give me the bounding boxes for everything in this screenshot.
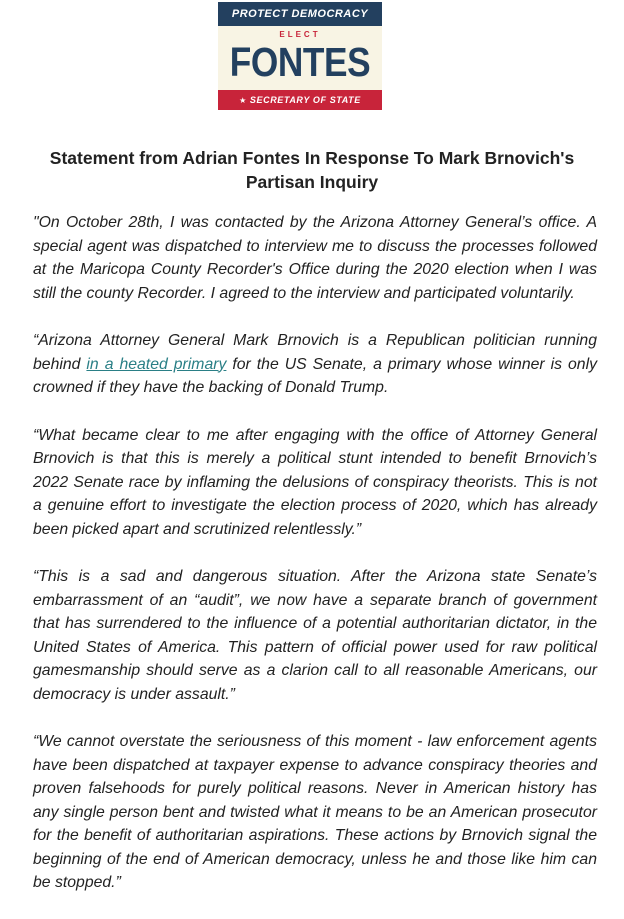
paragraph-5: “We cannot overstate the seriousness of this moment - law enforcement agents have been dispatched at taxpayer expense to advance conspiracy theories and proven falsehoods for purely political reasons. Never in American history has any single person bent and twisted what it means to be an American prosecutor for the benefit of authoritarian aspirations. These actions by Brnovich signal the beginning of the end of American democracy, unless he and those like him can be stopped.” xyxy=(33,733,597,891)
heated-primary-link[interactable]: in a heated primary xyxy=(86,355,227,373)
paragraph-3: “What became clear to me after engaging with the office of Attorney General Brnovich is that this is merely a political stunt intended to benefit Brnovich’s 2022 Senate race by inflaming the delusions of conspiracy theorists. This is not a genuine effort to investigate the election process of 2020, which has already been picked apart and scrutinized relentlessly.” xyxy=(33,426,597,538)
statement-heading xyxy=(20,146,604,194)
statement-body xyxy=(33,211,597,919)
heading-line-1: Statement from Adrian Fontes In Response To Mark Brnovich's xyxy=(49,148,575,168)
heading-line-2: Partisan Inquiry xyxy=(245,172,379,192)
logo-candidate-name: FONTES xyxy=(229,39,371,85)
star-icon: ★ xyxy=(239,96,247,105)
campaign-logo xyxy=(218,2,382,110)
paragraph-1: "On October 28th, I was contacted by the Arizona Attorney General’s office. A special agent was dispatched to interview me to discuss the processes followed at the Maricopa County Recorder's Office during the 2020 election when I was still the county Recorder. I agreed to the interview and participated voluntarily. xyxy=(33,214,597,302)
logo-bottom-banner xyxy=(218,90,382,110)
paragraph-2-end: for the US Senate, a primary whose winner is only crowned if they have the backing of Donald Trump. xyxy=(33,355,597,396)
logo-office-label: SECRETARY OF STATE xyxy=(249,95,361,105)
paragraph-4: “This is a sad and dangerous situation. After the Arizona state Senate’s embarrassment of an “audit”, we now have a separate branch of government that has surrendered to the influence of a potential authoritarian dictator, in the United States of America. This pattern of official power used for raw political gamesmanship should serve as a clarion call to all reasonable Americans, our democracy is under assault.” xyxy=(33,568,597,703)
logo-top-banner: PROTECT DEMOCRACY xyxy=(218,2,382,26)
paragraph-2-start: “Arizona Attorney General Mark Brnovich is a Republican politician running behind xyxy=(33,332,597,373)
logo-elect-label: ELECT xyxy=(279,30,321,39)
paragraph-2 xyxy=(33,329,597,400)
